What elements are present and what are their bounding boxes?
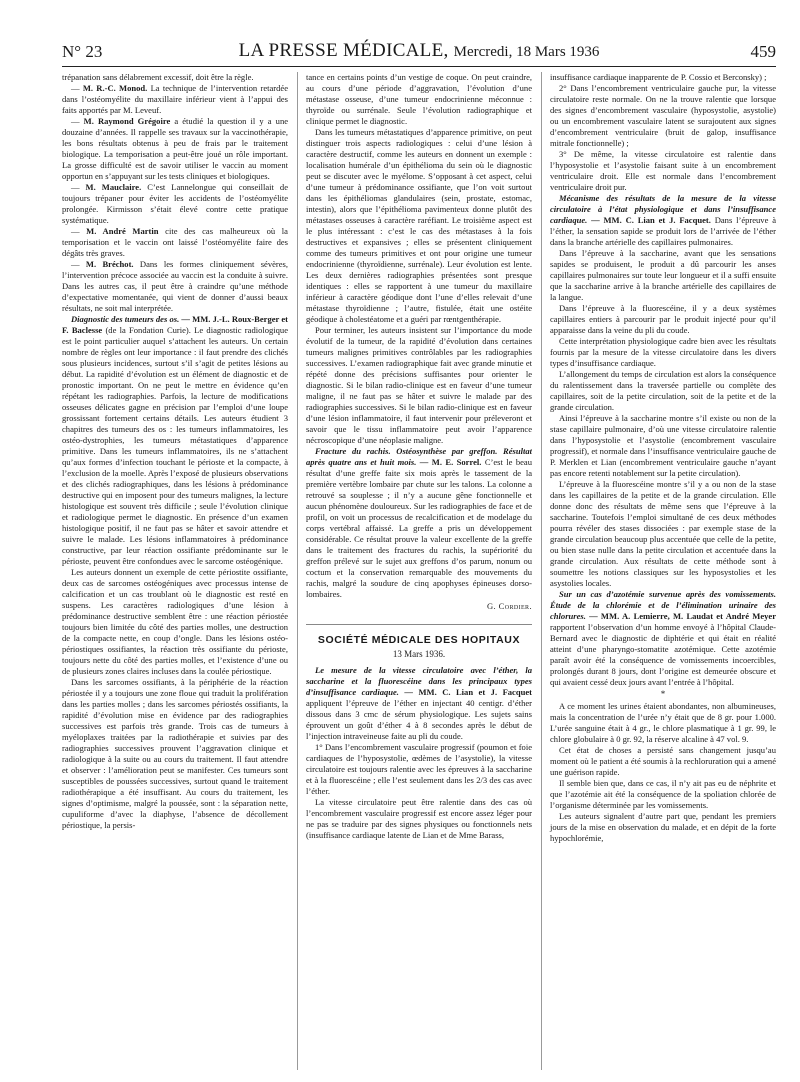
paragraph: Cette interprétation physiologique cadre bien avec les résultats fournis par la mesure de la vitesse circulatoire dans les divers types d’insuffisance cardiaque.: [550, 336, 776, 368]
paragraph: Pour terminer, les auteurs insistent sur l’importance du mode évolutif de la tumeur, de la rapidité d’évolution dans certaines tumeurs malignes primitives contrôlables par les radiographies successives. L’examen radiographique fait avec grande minutie et répété donne des précisions suffisantes pour orienter le diagnostic. Si le bilan radio-clinique est en faveur d’une tumeur maligne, il ne faut pas se hâter et suivre le malade par des radiographies successives. Si le bilan radio-clinique est en faveur d’une lésion inflammatoire, il faut intervenir pour préleveront et savoir que le tissu inflammatoire peut avoir l’apparence nécroscopique d’une néoplasie maligne.: [306, 325, 532, 445]
article-title: Fracture du rachis. Ostéosynthèse par greffon. Résultat après quatre ans et huit mois.: [306, 446, 532, 467]
speaker-name: M. Mauclaire.: [85, 182, 142, 192]
paragraph: — M. R.-C. Monod. La technique de l’intervention retardée dans l’ostéomyélite du maxillaire inférieur vient à l’appui des faits apportés par M. Leveuf.: [62, 83, 288, 115]
paragraph: Mécanisme des résultats de la mesure de la vitesse circulatoire à l’état physiologique et dans l’insuffisance cardiaque. — MM. C. Lian et J. Facquet. Dans l’épreuve à l’éther, la sensation sapide se produit lors de l’arrivée de l’éther dans la branche artérielle des capillaires pulmonaires.: [550, 193, 776, 247]
article-columns: [62, 72, 776, 1070]
article-title: Sur un cas d’azotémie survenue après des vomissements. Étude de la chlorémie et de l’élimination urinaire des chlorures.: [550, 589, 776, 621]
author-names: — M. E. Sorrel.: [416, 457, 482, 467]
author-names: — MM. A. Lemierre, M. Laudat et André Meyer: [585, 611, 776, 621]
article-title: Mécanisme des résultats de la mesure de la vitesse circulatoire à l’état physiologique et dans l’insuffisance cardiaque.: [550, 193, 776, 225]
paragraph: Dans l’épreuve à la saccharine, avant que les sensations sapides se produisent, le produit a dû parcourir les anses capillaires pulmonaires sur toute leur longueur et il a suffi ensuite que la saccharine arrive à la branche artérielle des capillaires de la langue.: [550, 248, 776, 302]
author-names: — MM. J.-L. Roux-Berger et F. Baclesse: [62, 314, 288, 335]
paragraph: L’allongement du temps de circulation est alors la conséquence du ralentissement dans la traversée partielle ou complète des capillaires, soit de la petite circulation, soit de la petite et de la grande circulation.: [550, 369, 776, 412]
paragraph: Fracture du rachis. Ostéosynthèse par greffon. Résultat après quatre ans et huit mois. — M. E. Sorrel. C’est le beau résultat d’une greffe faite six mois après le tassement de la première vertèbre lombaire par chute sur les talons. La colonne a retrouvé sa souplesse ; il n’y a aucune gêne fonctionnelle et aucun phénomène douloureux. Sur les radiographies de face et de profil, on voit un processus de recalcification et de modelage du corps vertébral affaissé. La greffe a pris un développement considérable. Ce résultat prouve la valeur excellente de la greffe dans le traitement des fractures du rachis, la supériorité du greffon prélevé sur le sujet aux greffons d’os parum, nonum ou coctum et la conservation remarquable des mouvements du rachis, malgré la soudure de cinq apophyses épineuses dorso-lombaires.: [306, 446, 532, 599]
paragraph: insuffisance cardiaque inapparente de P. Cossio et Berconsky) ;: [550, 72, 767, 82]
speaker-name: M. R.-C. Monod.: [82, 83, 148, 93]
paragraph: 1° Dans l’encombrement vasculaire progressif (poumon et foie cardiaques de l’hyposystolie, œdèmes de l’asystolie), la vitesse circulatoire est toujours ralentie avec les épreuves à la saccharine et à la fluorescéine ; elle l’est seulement dans les 2/3 des cas avec l’éther.: [306, 742, 532, 796]
paragraph: 3° De même, la vitesse circulatoire est ralentie dans l’hyposystolie et l’asystolie faisant suite à un encombrement ventriculaire droit. Elle est normale dans l’encombrement ventriculaire droit pur.: [550, 149, 776, 192]
author-names: — MM. C. Lian et J. Facquet: [398, 687, 532, 697]
paragraph: — M. Bréchot. Dans les formes cliniquement sévères, l’intervention précoce associée au vaccin est la conduite à suivre. Dans les autres cas, il peut être à craindre qu’une méthode d’expectative momentanée, qui vient de donner d’aussi beaux résultats, ne soit mal interprétée.: [62, 259, 288, 313]
article-title: Le mesure de la vitesse circulatoire avec l’éther, la saccharine et la fluorescéine dans les principaux types d’insuffisance cardiaque.: [306, 665, 532, 697]
speaker-name: M. André Martin: [86, 226, 159, 236]
signature: G. Cordier.: [486, 601, 532, 611]
paragraph: — M. Raymond Grégoire a étudié la question il y a une douzaine d’années. Il rappelle ses travaux sur la vaccinothérapie, les bons résultats obtenus à peu de frais par le traitement biologique. La temporisation a peut-être joué un rôle important. La grosse difficulté est de savoir utiliser le vaccin au moment opportun en s’appuyant sur les tests cliniques et biologiques.: [62, 116, 288, 181]
issue-date: Mercredi, 18 Mars 1936: [453, 44, 600, 60]
page-number: 459: [750, 42, 776, 61]
paragraph: trépanation sans délabrement excessif, doit être la règle.: [62, 72, 254, 82]
paragraph: Ainsi l’épreuve à la saccharine montre s’il existe ou non de la stase capillaire pulmonaire, d’où une vitesse circulatoire ralentie dans l’hyposystolie et l’asystolie (encombrement vasculaire progressif), et normale dans l’insuffisance ventriculaire gauche de P. Merklen et Lian (encombrement ventriculaire gauche n’ayant pas encore retenti notablement sur la petite circulation).: [550, 413, 776, 478]
paragraph: L’épreuve à la fluorescéine montre s’il y a ou non de la stase dans les capillaires de la petite et de la grande circulation. Elle donne donc des résultats de même sens que l’épreuve à la saccharine. Toutefois l’emploi simultané de ces deux méthodes pourra révéler des stases dissociées : par exemple stase de la grande circulation beaucoup plus accentuée que celle de la petite, ou bien stase nulle dans la petite circulation et accentuée dans la grande circulation. Aux résultats de cette méthode sont à soumettre les notions classiques sur les hyposystolies et les asystolies locales.: [550, 479, 776, 588]
issue-number: N° 23: [62, 42, 103, 61]
paragraph: Les auteurs signalent d’autre part que, pendant les premiers jours de la mise en observation du malade, et en dépit de la forte hypochlorémie,: [550, 811, 776, 843]
section-heading: SOCIÉTÉ MÉDICALE DES HOPITAUX: [306, 624, 532, 646]
paragraph: Le mesure de la vitesse circulatoire avec l’éther, la saccharine et la fluorescéine dans les principaux types d’insuffisance cardiaque. — MM. C. Lian et J. Facquet appliquent l’épreuve de l’éther en injectant 40 centigr. d’éther dissous dans 3 cmc de sérum physiologique. Les sujets sains éprouvent un goût d’éther 4 à 8 secondes après le début de l’injection intraveineuse faite au pli du coude.: [306, 665, 532, 741]
paragraph: Dans les tumeurs métastatiques d’apparence primitive, on peut distinguer trois aspects radiologiques : celui d’une lésion à caractère destructif, comme les auteurs en donnent un exemple : localisation humérale d’un épithélioma du sein où le diagnostic peut se discuter avec le myélome. S’opposant à cet aspect, celui d’une tumeur à prédominance ossifiante, que l’on voit surtout dans les épithéliomas glandulaires (sein, prostate, estomac, intestin), alors que l’épithélioma pavimenteux donne plutôt des métastases osseuses à caractère raréfiant. Le troisième aspect est le plus intéressant : c’est le cas des métastases à la fois destructives et expansives ; elles se présentent cliniquement comme des tumeurs primitives et ont pour origine une tumeur endocrinienne (thyroïdienne, surrénale). Leur évolution est lente. Les deux dernières radiographies présentées sont presque identiques : elles se rapportent à une tumeur du maxillaire inférieur à caractère géodique dont l’une d’elles relevait d’une métastase thyroïdienne ; l’autre, fistulée, était une ostéite géodique à cholestéatome et a guéri par rœntgenthérapie.: [306, 127, 532, 324]
paragraph: tance en certains points d’un vestige de coque. On peut craindre, au cours d’une période d’aggravation, l’évolution d’une métastase osseuse, d’une tumeur endocrinienne méconnue : thyroïde ou surrénale. Seule l’évolution radiographique et clinique permet le diagnostic.: [306, 72, 532, 126]
speaker-name: M. Raymond Grégoire: [83, 116, 171, 126]
paragraph: Les auteurs donnent un exemple de cette périostite ossifiante, deux cas de sarcomes ostéogéniques avec processus intense de calcification et un cas troublant où le diagnostic est resté en suspens. Les caractères radiologiques d’une lésion à prédominance destructive semblent être : une réaction périostée toujours bien limitée du côté des parties molles, une destruction de la compacte nette, en coup d’ongle. Dans les lésions ostéo-périostiques ossifiantes, la réaction très ossifiante du périoste, toujours nette du côté des parties molles, et l’existence d’une ou de plusieurs zones claires incluses dans la coulée périostique.: [62, 567, 288, 676]
column-1: [62, 72, 288, 1070]
journal-title-line: [62, 40, 776, 62]
paragraph: — M. Mauclaire. C’est Lannelongue qui conseillait de toujours trépaner pour éviter les accidents de l’ostéomyélite prolongée. Kirmisson s’était élevé contre cette pratique systématique.: [62, 182, 288, 225]
column-2: [297, 72, 532, 1070]
section-date: 13 Mars 1936.: [392, 649, 446, 659]
speaker-name: M. Bréchot.: [85, 259, 134, 269]
journal-title: LA PRESSE MÉDICALE,: [238, 40, 449, 61]
column-3: [541, 72, 776, 1070]
paragraph: 2° Dans l’encombrement ventriculaire gauche pur, la vitesse circulatoire reste normale. On ne la trouve ralentie que lorsque des signes d’encombrement vasculaire (hyposystolie, asystolie) ou un encombrement vasculaire latent se surajoutent aux signes d’encombrement ventriculaire (bruit de galop, insuffisance mitrale fonctionnelle) ;: [550, 83, 776, 148]
paragraph: Dans l’épreuve à la fluorescéine, il y a deux systèmes capillaires entiers à parcourir par le produit injecté pour qu’il apparaisse dans la veine du pli du coude.: [550, 303, 776, 335]
page-header: [62, 40, 776, 67]
paragraph: A ce moment les urines étaient abondantes, non albumineuses, mais la concentration de l’urée n’y était que de 8 gr. pour 1.000. L’urée sanguine était à 4 gr., le chlore plasmatique à 1 gr. 99, le chlore globulaire à 0 gr. 92, la réserve alcaline à 47 vol. 9.: [550, 701, 776, 744]
article-title: Diagnostic des tumeurs des os.: [71, 314, 180, 324]
paragraph: Cet état de choses a persisté sans changement jusqu’au moment où le patient a été soumis à la rechloruration qui a amené une guérison rapide.: [550, 745, 776, 777]
paragraph: Diagnostic des tumeurs des os. — MM. J.-L. Roux-Berger et F. Baclesse (de la Fondation Curie). Le diagnostic radiologique est le point particulier auquel s’attachent les auteurs. Un certain nombre de règles ont leur importance : il faut prendre des clichés sous plusieurs incidences, surtout s’il s’agit de petites lésions au début. La rapidité d’évolution est un élément de diagnostic et de pronostic important. On ne peut le mettre en évidence qu’en répétant les radiographies. Parfois, la lecture de modifications osseuses délicates gagne en précision par l’emploi d’une loupe grossissant fortement certains détails. Les auteurs étudient 3 chapitres des tumeurs des os : les tumeurs inflammatoires, les ostéo-dystrophies, les tumeurs métastatiques d’apparence primitive. Dans les tumeurs inflammatoires, ils ne s’attachent qu’aux formes d’infection touchant le périoste et la compacte, à l’exclusion de la moelle. Après l’exposé de plusieurs observations et des clichés radiographiques, dans les lésions à prédominance destructive qui en imposent pour des tumeurs malignes, la lecture histologique est souvent très difficile ; seule l’évolution clinique et radiologique permet le diagnostic. En présence d’un examen histologique positif, il ne faut pas se hâter et savoir attendre et suivre le malade. Les lésions inflammatoires à prédominance constructive, par leur réaction ossifiante prédominante sur le périoste, peuvent être confondues avec le sarcome ostéogénique.: [62, 314, 288, 566]
paragraph: — M. André Martin cite des cas malheureux où la temporisation et le vaccin ont laissé l’ostéomyélite faire des dégâts très graves.: [62, 226, 288, 258]
paragraph: Sur un cas d’azotémie survenue après des vomissements. Étude de la chlorémie et de l’élimination urinaire des chlorures. — MM. A. Lemierre, M. Laudat et André Meyer rapportent l’observation d’un homme envoyé à l’hôpital Claude-Bernard avec le diagnostic de diphtérie et qui était en réalité atteint d’une pharyngo-stomatite azotémique. Cette azotémie paraît avoir été la conséquence de vomissements incoercibles, prolongés durant 8 jours, dont l’origine est demeurée obscure et qui avaient cessé deux jours avant l’entrée à l’hôpital.: [550, 589, 776, 687]
author-names: — MM. C. Lian et J. Facquet.: [587, 215, 711, 225]
paragraph: Dans les sarcomes ossifiants, à la périphérie de la réaction périostée il y a toujours une zone floue qui traduit la prolifération dans les parties molles ; dans les sarcomes périostés ossifiants, la rapidité d’évolution mise en évidence par des radiographies successives est parfois très grande. Trois cas de tumeurs à myéloplaxes traitées par la radiothérapie et suivies par des radiographies successives prouvent l’aggravation clinique et radiologique à la suite ou au cours du traitement. Il faut attendre et observer : l’amélioration peut se manifester. Ces tumeurs sont susceptibles de poussées successives, surtout quand le traitement radiothérapique a été insuffisant. Au cours du traitement, les signes d’optimisme, malgré la poussée, sont : la séparation nette, cupuliforme d’avec la diaphyse, l’absence de décollement périostique, la persis-: [62, 677, 288, 830]
separator-asterisk: *: [660, 689, 666, 699]
paragraph: Il semble bien que, dans ce cas, il n’y ait pas eu de néphrite et que l’azotémie ait été la conséquence de la spoliation chlorée de l’organisme déterminée par les vomissements.: [550, 778, 776, 810]
paragraph: La vitesse circulatoire peut être ralentie dans des cas où l’encombrement vasculaire progressif est encore assez léger pour ne pas se traduire par des signes physiques ou fonctionnels nets (insuffisance cardiaque latente de Lian et de Mme Barass,: [306, 797, 532, 840]
